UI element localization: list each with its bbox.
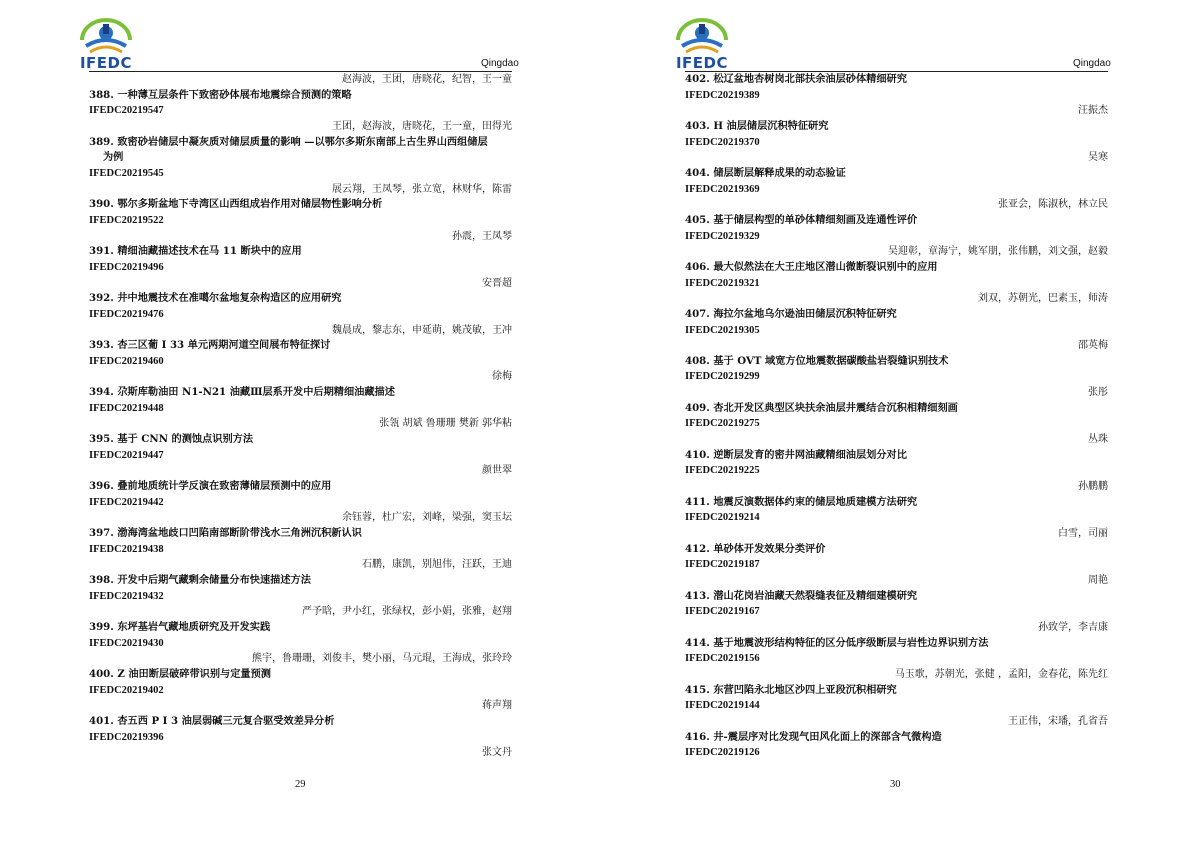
- entry-title: 408. 基于 OVT 域宽方位地震数据碳酸盐岩裂缝识别技术: [685, 354, 949, 367]
- entry-authors: 张文丹: [482, 747, 512, 759]
- entry-title: 414. 基于地震波形结构特征的区分低序级断层与岩性边界识别方法: [685, 636, 989, 649]
- entry-code: IFEDC20219438: [89, 543, 164, 555]
- entry-authors: 刘双，苏朝光，巴素玉，师涛: [978, 293, 1108, 305]
- entry-code: IFEDC20219447: [89, 449, 164, 461]
- entry-code: IFEDC20219496: [89, 261, 164, 273]
- entry-title: 为例: [103, 151, 124, 164]
- entry-authors: 丛珠: [1088, 434, 1108, 446]
- entry-title: 416. 井-震层序对比发现气田风化面上的深部含气微构造: [685, 730, 942, 743]
- entry-authors: 汪振杰: [1078, 105, 1108, 117]
- entry-code: IFEDC20219156: [685, 653, 760, 665]
- entry-authors: 周艳: [1088, 575, 1108, 586]
- entry-authors: 徐梅: [492, 371, 512, 383]
- entry-authors: 邵英梅: [1078, 340, 1108, 352]
- entry-title: 406. 最大似然法在大王庄地区潜山微断裂识别中的应用: [685, 260, 938, 273]
- ifedc-logo: [76, 16, 136, 72]
- entry-code: IFEDC20219167: [685, 606, 760, 618]
- entry-authors: 马玉歌，苏朝光，张健 ，孟阳，金春花，陈先红: [894, 668, 1108, 680]
- entry-title: 411. 地震反演数据体约束的储层地质建模方法研究: [685, 495, 918, 508]
- entry-authors: 孙鹏鹏: [1078, 481, 1108, 493]
- entry-code: IFEDC20219370: [685, 136, 760, 148]
- entry-code: IFEDC20219448: [89, 402, 164, 414]
- entry-title: 388. 一种薄互层条件下致密砂体展布地震综合预测的策略: [89, 88, 352, 101]
- entry-title: 399. 东坪基岩气藏地质研究及开发实践: [89, 620, 271, 633]
- ifedc-emblem-icon: [672, 16, 732, 56]
- entry-code: IFEDC20219430: [89, 637, 164, 649]
- entry-title: 400. Z 油田断层破碎带识别与定量预测: [89, 667, 271, 680]
- entry-code: IFEDC20219225: [685, 465, 760, 477]
- header-city: Qingdao: [481, 58, 519, 69]
- entry-title: 405. 基于储层构型的单砂体精细刻画及连通性评价: [685, 213, 918, 226]
- entry-code: IFEDC20219214: [685, 512, 760, 524]
- ifedc-emblem-icon: [76, 16, 136, 56]
- entry-authors: 展云翔，王凤琴，张立宽，林财华，陈雷: [332, 183, 512, 195]
- entry-authors: 白雪，司丽: [1058, 528, 1108, 540]
- entry-authors: 熊宇，鲁珊珊，刘俊丰，樊小丽，马元琨，王海成，张玲玲: [252, 653, 512, 665]
- entry-authors: 蒋声翔: [482, 700, 512, 712]
- logo-text: IFEDC: [675, 54, 729, 72]
- entry-code: IFEDC20219547: [89, 105, 164, 117]
- entry-authors: 张亚会，陈淑秋，林立民: [998, 199, 1108, 211]
- entry-authors: 孙致学，李吉康: [1038, 621, 1108, 633]
- entry-authors: 王团，赵海波，唐晓花，王一童，田得光: [332, 120, 512, 132]
- entry-code: IFEDC20219432: [89, 590, 164, 602]
- entry-code: IFEDC20219460: [89, 355, 164, 367]
- entry-authors: 颜世翠: [482, 465, 512, 477]
- entry-title: 402. 松辽盆地杏树岗北部扶余油层砂体精细研究: [685, 73, 907, 85]
- entry-title: 390. 鄂尔多斯盆地下寺湾区山西组成岩作用对储层物性影响分析: [89, 198, 383, 211]
- entry-title: 401. 杏五西 P I 3 油层弱碱三元复合驱受效差异分析: [89, 714, 335, 727]
- entry-code: IFEDC20219299: [685, 371, 760, 383]
- entry-title: 398. 开发中后期气藏剩余储量分布快速描述方法: [89, 574, 311, 586]
- entry-title: 392. 井中地震技术在准噶尔盆地复杂构造区的应用研究: [89, 292, 342, 305]
- entry-code: IFEDC20219126: [685, 747, 760, 759]
- entry-title: 412. 单砂体开发效果分类评价: [685, 542, 826, 555]
- header-city: Qingdao: [1073, 58, 1111, 69]
- entry-title: 404. 储层断层解释成果的动态验证: [685, 166, 846, 179]
- entry-code: IFEDC20219545: [89, 167, 164, 179]
- entry-title: 403. H 油层储层沉积特征研究: [685, 119, 829, 132]
- entry-code: IFEDC20219305: [685, 324, 760, 336]
- entry-authors: 余钰蓉，杜广宏，刘峰，梁强，窦玉坛: [342, 512, 512, 524]
- entry-code: IFEDC20219369: [685, 183, 760, 195]
- entry-title: 409. 杏北开发区典型区块扶余油层井震结合沉积相精细刻画: [685, 401, 958, 414]
- entry-authors: 石鹏，康凯，别旭伟，汪跃，王迪: [362, 559, 512, 571]
- entry-code: IFEDC20219187: [685, 559, 760, 571]
- entry-title: 407. 海拉尔盆地乌尔逊油田储层沉积特征研究: [685, 307, 897, 320]
- entry-authors: 王正伟，宋璠，孔省吾: [1008, 715, 1108, 727]
- entry-authors: 吴迎彰，章海宁，姚军朋，张伟鹏，刘文强，赵毅: [888, 246, 1108, 258]
- entry-code: IFEDC20219476: [89, 308, 164, 320]
- entry-authors: 孙震，王凤琴: [452, 230, 512, 242]
- entry-title: 415. 东营凹陷永北地区沙四上亚段沉积相研究: [685, 683, 897, 696]
- entry-code: IFEDC20219321: [685, 277, 760, 289]
- left-page: [0, 0, 595, 842]
- entry-authors: 赵海波，王团，唐晓花，纪智，王一童: [342, 74, 512, 85]
- entry-authors: 张瓴 胡斌 鲁珊珊 樊新 郭华粘: [379, 418, 512, 430]
- entry-title: 396. 叠前地质统计学反演在致密薄储层预测中的应用: [89, 480, 332, 493]
- entry-authors: 吴寒: [1088, 152, 1108, 164]
- entry-title: 395. 基于 CNN 的测蚀点识别方法: [89, 433, 254, 446]
- entry-code: IFEDC20219522: [89, 214, 164, 226]
- entry-code: IFEDC20219329: [685, 230, 760, 242]
- entry-authors: 魏晨成，黎志东，申延萌，姚茂敏，王冲: [332, 324, 512, 336]
- entry-code: IFEDC20219144: [685, 700, 760, 712]
- page-number: 30: [890, 779, 901, 790]
- entry-title: 394. 尕斯库勒油田 N1-N21 油藏Ⅲ层系开发中后期精细油藏描述: [89, 386, 395, 399]
- entry-list: [89, 72, 512, 761]
- entry-code: IFEDC20219275: [685, 418, 760, 430]
- entry-code: IFEDC20219389: [685, 89, 760, 101]
- entry-title: 397. 渤海湾盆地歧口凹陷南部断阶带浅水三角洲沉积新认识: [89, 527, 362, 540]
- page-number: 29: [295, 779, 306, 790]
- entry-title: 393. 杏三区葡 I 33 单元两期河道空间展布特征探讨: [89, 339, 331, 352]
- entry-title: 413. 潜山花岗岩油藏天然裂缝表征及精细建模研究: [685, 589, 918, 602]
- entry-title: 391. 精细油藏描述技术在马 11 断块中的应用: [89, 245, 302, 258]
- entry-title: 410. 逆断层发育的密井网油藏精细油层划分对比: [685, 448, 907, 461]
- entry-code: IFEDC20219396: [89, 731, 164, 743]
- entry-authors: 安晋超: [482, 277, 512, 289]
- logo-text: IFEDC: [79, 54, 133, 72]
- entry-code: IFEDC20219402: [89, 684, 164, 696]
- ifedc-logo: [672, 16, 732, 72]
- entry-authors: 严予晗，尹小红，张绿权，彭小娟，张雅，赵翔: [302, 606, 512, 618]
- entry-authors: 张彤: [1088, 387, 1108, 399]
- entry-list: [685, 72, 1108, 761]
- entry-title: 389. 致密砂岩储层中凝灰质对储层质量的影响 —以鄂尔多斯东南部上古生界山西组储层: [89, 135, 488, 148]
- entry-code: IFEDC20219442: [89, 496, 164, 508]
